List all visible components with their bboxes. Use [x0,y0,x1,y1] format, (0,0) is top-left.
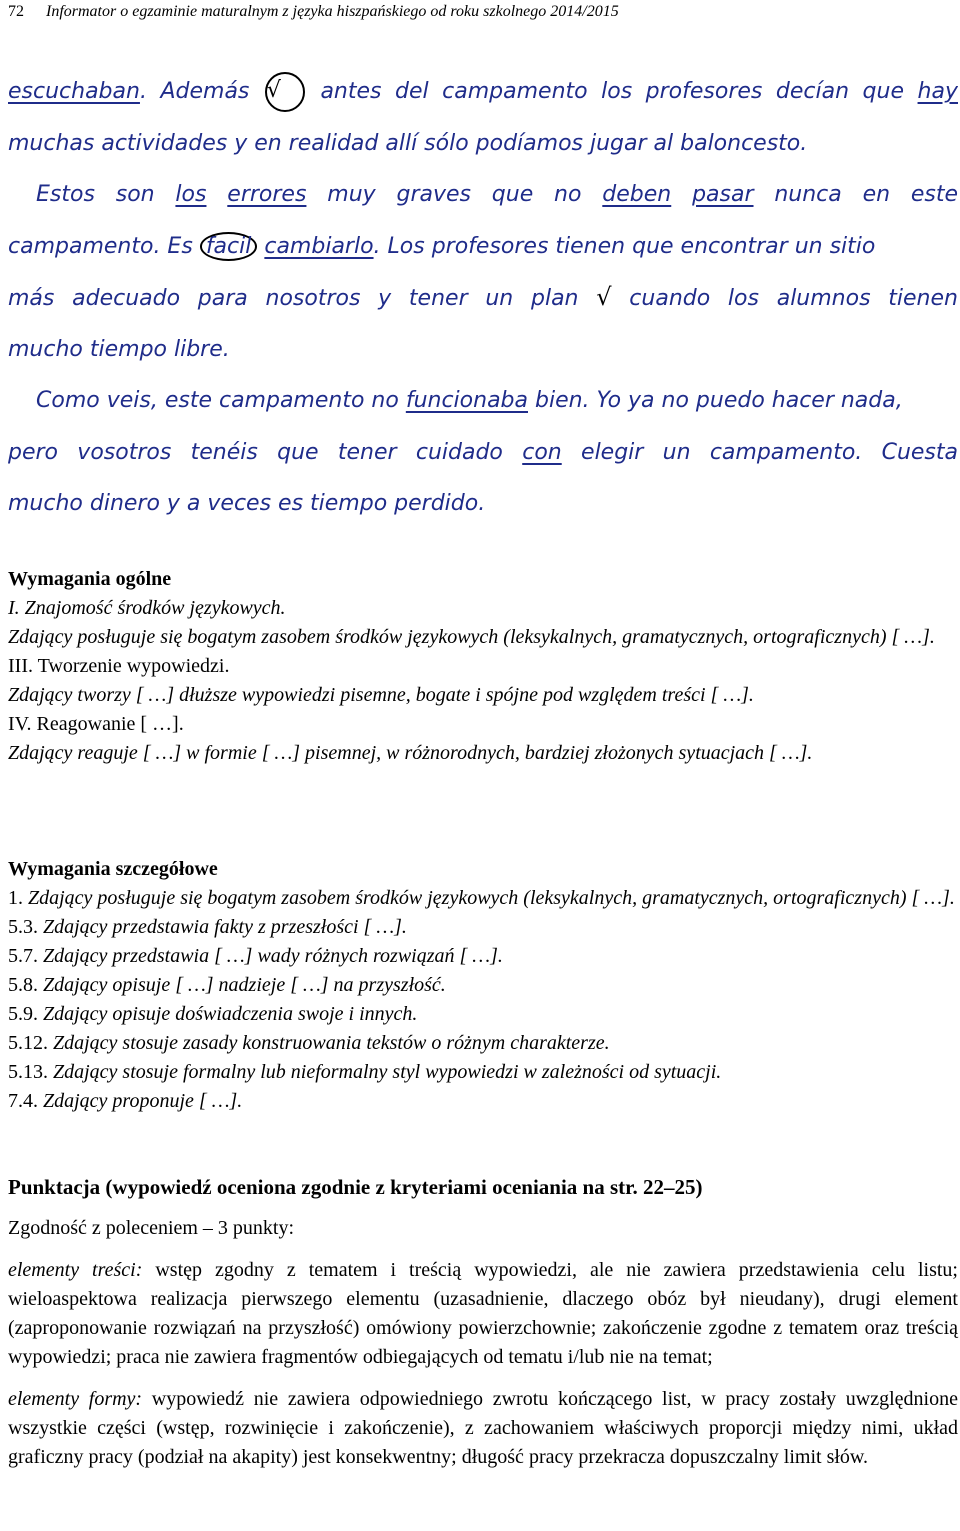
form-elements-text: wypowiedź nie zawiera odpowiedniego zwrotu kończącego list, w pracy zostały uwzględnione wszystkie części (wstęp, rozwinięcie i zakończenie), z zachowaniem właściwych proporcji między nimi, układ graficzny pracy (podział na akapity) jest konsekwentny; długość pracy przekracza dopuszczalny limit słów. [8,1388,958,1468]
letter-text: muy graves que no [327,182,582,207]
item-number: 5.12. [8,1032,48,1054]
detailed-item [8,1058,958,1087]
letter-text: . Además [139,79,250,104]
item-text: Zdający opisuje [ …] nadzieje [ …] na przyszłość. [43,974,446,996]
item-number: 5.13. [8,1061,48,1083]
general-requirements-heading: Wymagania ogólne [8,568,172,590]
letter-text: pero vosotros tenéis que tener cuidado [8,439,503,465]
letter-line-4 [8,221,958,273]
item-text: Zdający przedstawia [ …] wady różnych rozwiązań [ …]. [43,945,503,967]
letter-line-3 [8,169,958,221]
letter-text: bien. Yo ya no puedo hacer nada, [535,388,903,413]
letter-line-7 [8,375,958,427]
item-number: 5.9. [8,1003,38,1025]
requirement-line: Zdający posługuje się bogatym zasobem środków językowych (leksykalnych, gramatycznych, ortograficznych) [ …]. [8,626,935,648]
letter-text: nunca en este [774,182,958,207]
detailed-requirements-heading: Wymagania szczegółowe [8,858,218,880]
detailed-item [8,971,958,1000]
marked-word: escuchaban [8,79,140,104]
item-number: 1. [8,887,23,909]
marked-word: deben [602,182,672,207]
letter-line-5 [8,272,958,324]
letter-text: más adecuado para nosotros y tener un plan [8,286,579,311]
letter-text: antes del campamento los profesores decían que [320,79,905,104]
detailed-item [8,884,958,913]
letter-line-2: muchas actividades y en realidad allí sólo podíamos jugar al baloncesto. [8,130,808,156]
marked-word: errores [227,182,307,207]
item-text: Zdający stosuje zasady konstruowania tekstów o różnym charakterze. [53,1032,610,1054]
detailed-item [8,913,958,942]
compliance-line: Zgodność z poleceniem – 3 punkty: [8,1217,295,1239]
item-number: 5.3. [8,916,38,938]
student-letter [8,66,958,530]
letter-text: campamento. Es [8,233,193,259]
requirement-line: Zdający tworzy [ …] dłuższe wypowiedzi pisemne, bogate i spójne pod względem treści [ …]. [8,684,754,706]
letter-text: Como veis, este campamento no [36,388,399,413]
letter-text: Estos son [36,182,155,207]
letter-text: elegir un campamento. Cuesta [581,439,958,465]
item-text: Zdający proponuje [ …]. [43,1090,243,1112]
marked-word: pasar [692,182,754,207]
form-elements [8,1385,958,1472]
item-text: Zdający stosuje formalny lub nieformalny styl wypowiedzi w zależności od sytuacji. [53,1061,722,1083]
marked-word: con [522,439,562,465]
general-requirements [8,565,958,768]
letter-line-8 [8,427,958,479]
check-mark-icon: √ [596,283,612,311]
circled-check-icon: √ [265,72,305,112]
marked-word: los [175,182,207,207]
item-text: Zdający przedstawia fakty z przeszłości [ …]. [43,916,407,938]
content-elements-text: wstęp zgodny z tematem i treścią wypowiedzi, ale nie zawiera przedstawienia celu listu; wieloaspektowa realizacja pierwszego elementu (uzasadnienie, dlaczego obóz był nieudany), drugi element (zaproponowanie rozwiązań na przyszłość) omówiony powierzchownie; zakończenie zgodne z tematem oraz treścią wypowiedzi; praca nie zawiera fragmentów odbiegających od tematu i/lub nie na temat; [8,1259,958,1368]
running-header [8,0,948,24]
marked-word: funcionaba [405,388,528,413]
requirement-line: IV. Reagowanie [ …]. [8,713,184,735]
scoring-section [8,1172,958,1472]
scoring-heading: Punktacja (wypowiedź oceniona zgodnie z kryteriami oceniania na str. 22–25) [8,1175,703,1199]
circled-word: facil [200,232,258,261]
running-title: Informator o egzaminie maturalnym z języka hiszpańskiego od roku szkolnego 2014/2015 [46,3,619,20]
item-number: 5.7. [8,945,38,967]
letter-line-6: mucho tiempo libre. [8,336,230,362]
form-elements-label: elementy formy: [8,1388,143,1410]
item-text: Zdający posługuje się bogatym zasobem środków językowych (leksykalnych, gramatycznych, ortograficznych) [ …]. [28,887,955,909]
page-number: 72 [8,3,24,20]
item-text: Zdający opisuje doświadczenia swoje i innych. [43,1003,418,1025]
requirement-line: I. Znajomość środków językowych. [8,597,286,619]
detailed-item [8,942,958,971]
item-number: 7.4. [8,1090,38,1112]
marked-word: hay [917,79,958,104]
letter-line-9: mucho dinero y a veces es tiempo perdido. [8,491,486,516]
requirement-line: Zdający reaguje [ …] w formie [ …] pisemnej, w różnorodnych, bardziej złożonych sytuacjach [ …]. [8,742,813,764]
requirement-line: III. Tworzenie wypowiedzi. [8,655,230,677]
detailed-requirements [8,855,958,1116]
detailed-item [8,1087,958,1116]
letter-text: cuando los alumnos tienen [629,286,958,311]
letter-text: . Los profesores tienen que encontrar un sitio [373,233,876,259]
marked-word: cambiarlo [264,233,374,259]
detailed-item [8,1000,958,1029]
content-elements [8,1256,958,1372]
letter-line-1 [8,66,958,118]
item-number: 5.8. [8,974,38,996]
content-elements-label: elementy treści: [8,1259,143,1281]
detailed-item [8,1029,958,1058]
